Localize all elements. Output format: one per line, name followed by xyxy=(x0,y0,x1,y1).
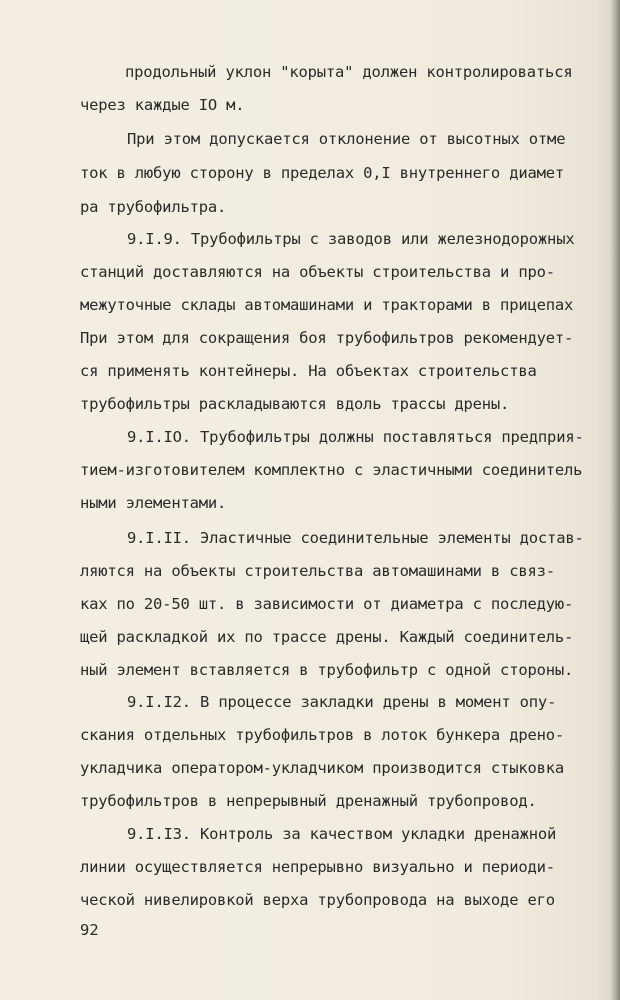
text-line: При этом для сокращения боя трубофильтров рекомендует- xyxy=(80,329,574,347)
text-line: При этом допускается отклонение от высотных отме xyxy=(127,130,566,148)
text-line: ными элементами. xyxy=(80,494,227,512)
text-line: ляются на объекты строительства автомашинами в связ- xyxy=(80,562,555,580)
binding-shadow xyxy=(610,0,620,1000)
text-line: ческой нивелировкой верха трубопровода на выходе его xyxy=(80,891,555,909)
text-line: щей раскладкой их по трассе дрены. Каждый соединитель- xyxy=(80,628,574,646)
text-line: через каждые IO м. xyxy=(80,96,245,114)
text-line: тием-изготовителем комплектно с эластичными соединитель xyxy=(80,461,583,479)
text-line: межуточные склады автомашинами и тракторами в прицепах xyxy=(80,296,574,314)
text-line: трубофильтров в непрерывный дренажный трубопровод. xyxy=(80,792,537,810)
text-line: 9.I.IO. Трубофильтры должны поставляться предприя- xyxy=(127,428,584,446)
text-line: ток в любую сторону в пределах 0,I внутреннего диамет xyxy=(80,164,564,182)
text-line: 9.I.I3. Контроль за качеством укладки дренажной xyxy=(127,825,557,843)
text-line: трубофильтры раскладываются вдоль трассы дрены. xyxy=(80,395,510,413)
text-line: ра трубофильтра. xyxy=(80,198,227,216)
text-line: ся применять контейнеры. На объектах строительства xyxy=(80,362,537,380)
text-line: 9.I.I2. В процессе закладки дрены в момент опу- xyxy=(127,693,557,711)
text-line: 9.I.9. Трубофильтры с заводов или железнодорожных xyxy=(127,230,575,248)
text-line: ный элемент вставляется в трубофильтр с одной стороны. xyxy=(80,661,574,679)
text-line: укладчика оператором-укладчиком производится стыковка xyxy=(80,759,564,777)
text-line: ках по 20-50 шт. в зависимости от диаметра с последую- xyxy=(80,595,574,613)
text-line: станций доставляются на объекты строительства и про- xyxy=(80,263,555,281)
text-line: скания отдельных трубофильтров в лоток бункера дрено- xyxy=(80,726,564,744)
text-line: 9.I.II. Эластичные соединительные элементы достав- xyxy=(127,529,584,547)
text-line: линии осуществляется непрерывно визуально и периоди- xyxy=(80,858,555,876)
page-number: 92 xyxy=(80,921,99,939)
text-line: продольный уклон "корыта" должен контролироваться xyxy=(125,63,573,81)
